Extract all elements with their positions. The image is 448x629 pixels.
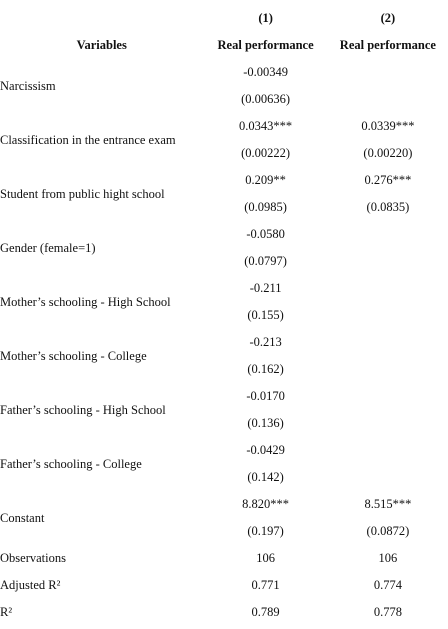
regression-table <box>0 5 448 626</box>
col2-stat: 0.774 <box>373 578 402 592</box>
col2-name: Real performance <box>339 38 436 52</box>
stat-label: Adjusted R² <box>0 578 61 592</box>
variable-label: Constant <box>0 510 45 525</box>
col2-coefficient <box>328 59 448 86</box>
stat-row <box>0 572 448 599</box>
col1-coefficient: -0.0580 <box>246 227 285 241</box>
variable-label: Father’s schooling - College <box>0 456 142 471</box>
coef-row <box>0 491 448 518</box>
col1-stat: 0.771 <box>251 578 280 592</box>
variable-label: Gender (female=1) <box>0 240 96 255</box>
stat-row <box>0 545 448 572</box>
col1-number: (1) <box>258 11 273 25</box>
col2-coefficient: 8.515*** <box>364 497 412 511</box>
col2-standard-error <box>328 248 448 275</box>
col1-stat: 106 <box>256 551 275 565</box>
coef-row <box>0 329 448 356</box>
col2-coefficient: 0.0339*** <box>361 119 415 133</box>
col1-standard-error: (0.00222) <box>241 146 291 160</box>
col1-standard-error: (0.155) <box>247 308 284 322</box>
col2-coefficient <box>328 221 448 248</box>
stats-body <box>0 545 448 626</box>
col2-coefficient <box>328 383 448 410</box>
variable-label: Classification in the entrance exam <box>0 132 176 147</box>
col2-standard-error <box>328 410 448 437</box>
col1-standard-error: (0.136) <box>247 416 284 430</box>
col2-standard-error <box>328 356 448 383</box>
col1-coefficient: -0.213 <box>249 335 282 349</box>
coef-row <box>0 221 448 248</box>
col1-standard-error: (0.197) <box>247 524 284 538</box>
col2-standard-error <box>328 302 448 329</box>
col1-standard-error: (0.142) <box>247 470 284 484</box>
col2-standard-error <box>328 464 448 491</box>
col2-standard-error: (0.00220) <box>363 146 413 160</box>
col2-coefficient <box>328 437 448 464</box>
col1-stat: 0.789 <box>251 605 280 619</box>
col1-coefficient: -0.0170 <box>246 389 285 403</box>
stat-row <box>0 599 448 626</box>
col1-name: Real performance <box>217 38 314 52</box>
col2-stat: 106 <box>378 551 398 565</box>
variables-header: Variables <box>76 38 127 52</box>
col2-coefficient: 0.276*** <box>364 173 412 187</box>
coef-row <box>0 167 448 194</box>
col2-coefficient <box>328 275 448 302</box>
coefficients-body <box>0 59 448 545</box>
stat-label: R² <box>0 605 13 619</box>
variable-label: Father’s schooling - High School <box>0 402 166 417</box>
col2-standard-error: (0.0872) <box>366 524 410 538</box>
col1-standard-error: (0.00636) <box>241 92 291 106</box>
col1-coefficient: -0.211 <box>249 281 282 295</box>
coef-row <box>0 383 448 410</box>
variable-label: Student from public hight school <box>0 186 165 201</box>
header-row-numbers <box>0 5 448 32</box>
col1-coefficient: -0.0429 <box>246 443 285 457</box>
col2-standard-error <box>328 86 448 113</box>
col1-coefficient: 0.209** <box>245 173 286 187</box>
variable-label: Mother’s schooling - College <box>0 348 147 363</box>
coef-row <box>0 437 448 464</box>
col1-coefficient: 8.820*** <box>242 497 290 511</box>
coef-row <box>0 113 448 140</box>
coef-row <box>0 59 448 86</box>
col2-standard-error: (0.0835) <box>366 200 410 214</box>
col1-coefficient: -0.00349 <box>243 65 288 79</box>
col2-stat: 0.778 <box>373 605 402 619</box>
col2-number: (2) <box>380 11 396 25</box>
col2-coefficient <box>328 329 448 356</box>
col1-standard-error: (0.0985) <box>244 200 287 214</box>
col1-coefficient: 0.0343*** <box>239 119 293 133</box>
variable-label: Mother’s schooling - High School <box>0 294 171 309</box>
header-row-names <box>0 32 448 59</box>
col1-standard-error: (0.0797) <box>244 254 287 268</box>
variable-label: Narcissism <box>0 78 56 93</box>
stat-label: Observations <box>0 551 66 565</box>
col1-standard-error: (0.162) <box>247 362 284 376</box>
coef-row <box>0 275 448 302</box>
